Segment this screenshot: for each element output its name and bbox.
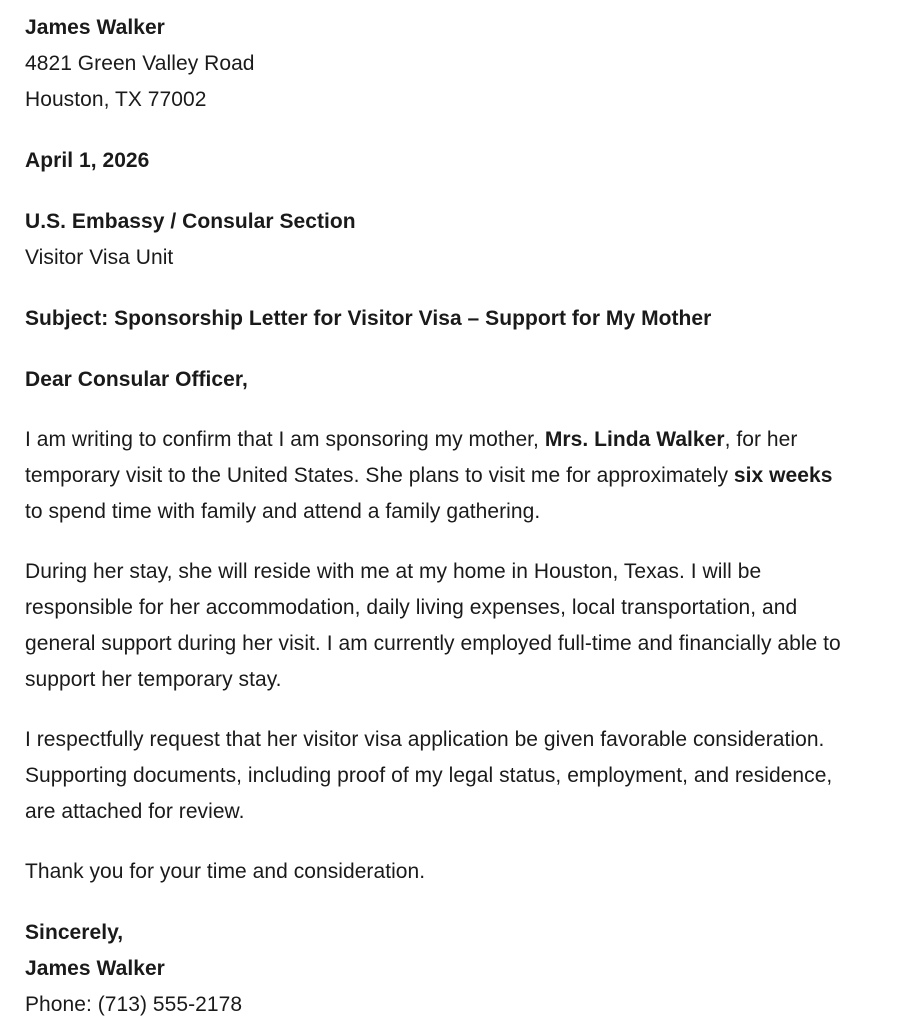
sender-city-state-zip: Houston, TX 77002 (25, 88, 207, 111)
recipient-department: Visitor Visa Unit (25, 246, 174, 269)
paragraph-1-segment-1: I am writing to confirm that I am sponsoring my mother, (25, 428, 545, 451)
sponsored-person-name: Mrs. Linda Walker (544, 428, 725, 451)
sender-phone: Phone: (713) 555-2178 (25, 993, 243, 1016)
recipient-address-block (25, 204, 855, 276)
recipient-organization: U.S. Embassy / Consular Section (25, 210, 356, 233)
sender-name: James Walker (25, 16, 165, 39)
closing-block (25, 915, 855, 1023)
visit-duration: six weeks (733, 464, 833, 487)
paragraph-1-segment-2: , for her temporary visit to the United States. She plans to visit me for approximately (25, 428, 798, 487)
sender-address-block (25, 10, 855, 118)
letter-date: April 1, 2026 (25, 149, 150, 172)
subject-line: Subject: Sponsorship Letter for Visitor Visa – Support for My Mother (25, 307, 712, 330)
body-paragraph-1 (25, 422, 855, 530)
salutation: Dear Consular Officer, (25, 368, 248, 391)
valediction: Sincerely, (25, 921, 124, 944)
body-paragraph-3: I respectfully request that her visitor visa application be given favorable consideration. Supporting documents, including proof of my legal status, employment, and residence, are attached for review. (25, 728, 833, 823)
signature-name: James Walker (25, 957, 165, 980)
sender-street: 4821 Green Valley Road (25, 52, 255, 75)
body-paragraph-2: During her stay, she will reside with me at my home in Houston, Texas. I will be responsible for her accommodation, daily living expenses, local transportation, and general support during her visit. I am currently employed full-time and financially able to support her temporary stay. (25, 560, 841, 691)
paragraph-1-segment-3: to spend time with family and attend a family gathering. (25, 500, 541, 523)
body-paragraph-4: Thank you for your time and consideration. (25, 860, 426, 883)
